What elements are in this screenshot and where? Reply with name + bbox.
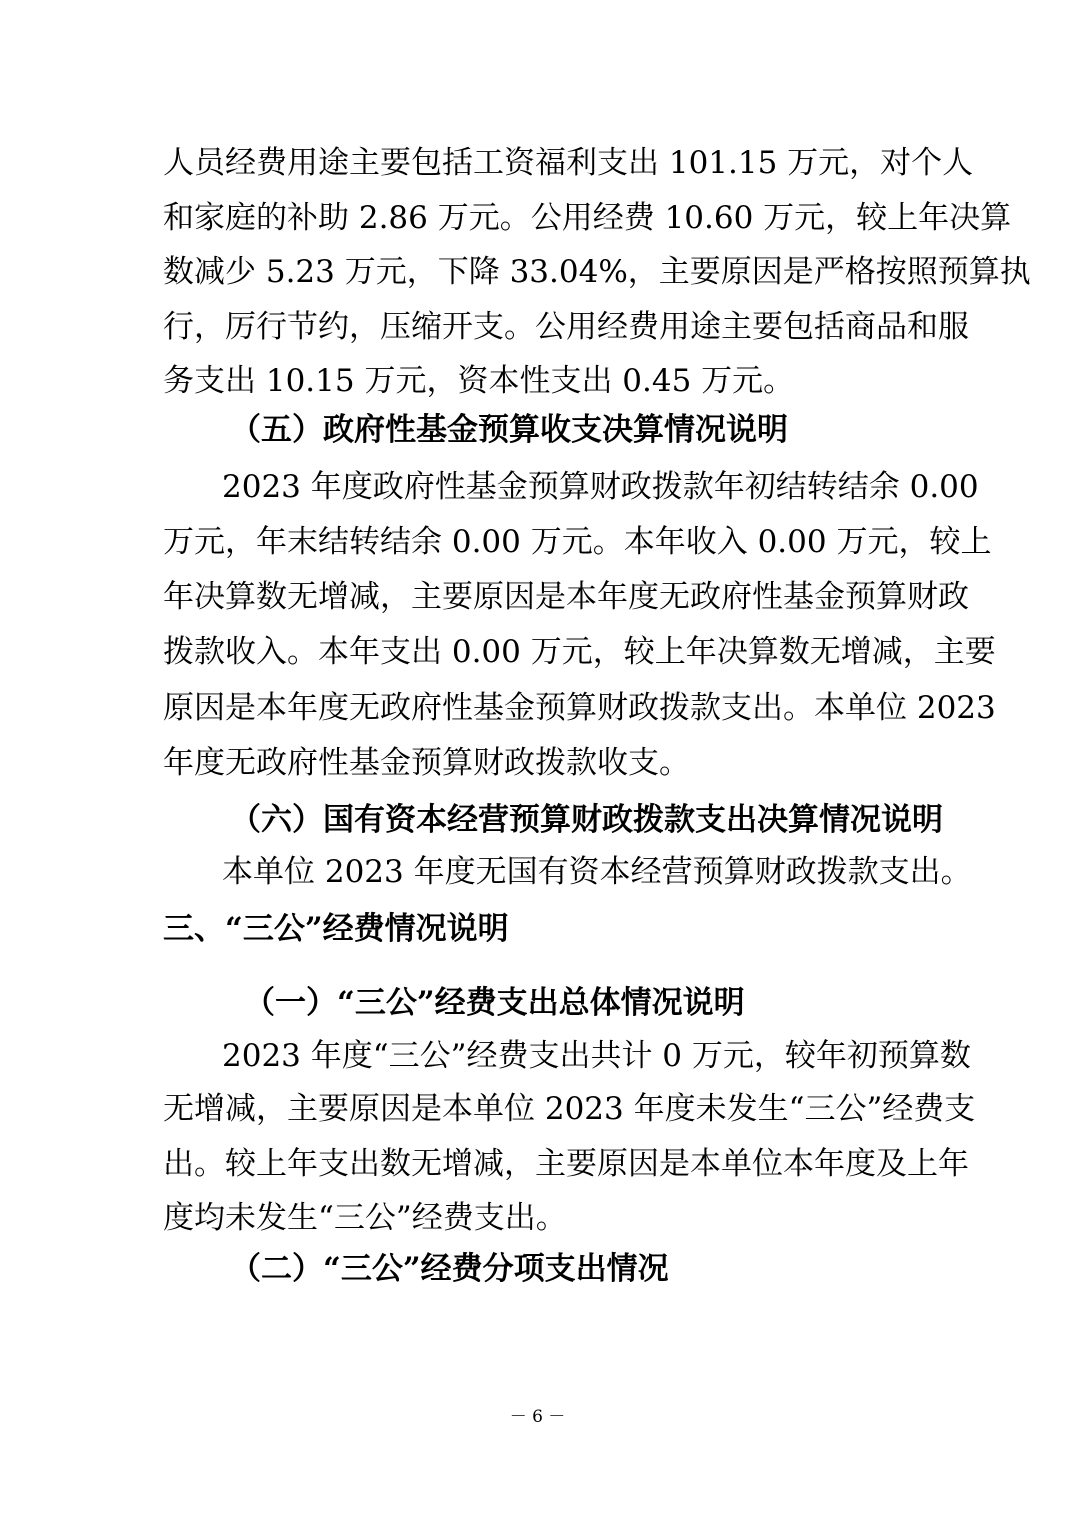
paragraph-line: 拨款收入。本年支出 0.00 万元，较上年决算数无增减，主要 — [163, 634, 996, 670]
paragraph-line: 出。较上年支出数无增减，主要原因是本单位本年度及上年 — [163, 1146, 969, 1182]
paragraph-line: 无增减，主要原因是本单位 2023 年度未发生“三公”经费支 — [163, 1091, 976, 1127]
paragraph-line: 度均未发生“三公”经费支出。 — [163, 1200, 567, 1236]
paragraph-line: 2023 年度政府性基金预算财政拨款年初结转结余 0.00 — [222, 469, 979, 505]
paragraph-line: 原因是本年度无政府性基金预算财政拨款支出。本单位 2023 — [163, 690, 996, 726]
page-number: － 6 － — [509, 1407, 566, 1427]
paragraph-line: 务支出 10.15 万元，资本性支出 0.45 万元。 — [163, 363, 795, 399]
paragraph-line: 年度无政府性基金预算财政拨款收支。 — [163, 745, 690, 781]
chapter-heading-3: 三、“三公”经费情况说明 — [163, 911, 509, 947]
paragraph-line: 万元，年末结转结余 0.00 万元。本年收入 0.00 万元，较上 — [163, 524, 992, 560]
subsection-heading-2: （二）“三公”经费分项支出情况 — [230, 1251, 669, 1287]
paragraph-line: 行，厉行节约，压缩开支。公用经费用途主要包括商品和服 — [163, 309, 969, 345]
paragraph-line: 本单位 2023 年度无国有资本经营预算财政拨款支出。 — [222, 854, 972, 890]
paragraph-line: 2023 年度“三公”经费支出共计 0 万元，较年初预算数 — [222, 1038, 971, 1074]
section-heading-6: （六）国有资本经营预算财政拨款支出决算情况说明 — [230, 802, 943, 838]
paragraph-line: 数减少 5.23 万元，下降 33.04%，主要原因是严格按照预算执 — [163, 254, 1031, 290]
paragraph-line: 年决算数无增减，主要原因是本年度无政府性基金预算财政 — [163, 579, 969, 615]
subsection-heading-1: （一）“三公”经费支出总体情况说明 — [244, 985, 745, 1021]
paragraph-line: 和家庭的补助 2.86 万元。公用经费 10.60 万元，较上年决算 — [163, 200, 1012, 236]
section-heading-5: （五）政府性基金预算收支决算情况说明 — [230, 412, 788, 448]
paragraph-line: 人员经费用途主要包括工资福利支出 101.15 万元，对个人 — [163, 145, 974, 181]
